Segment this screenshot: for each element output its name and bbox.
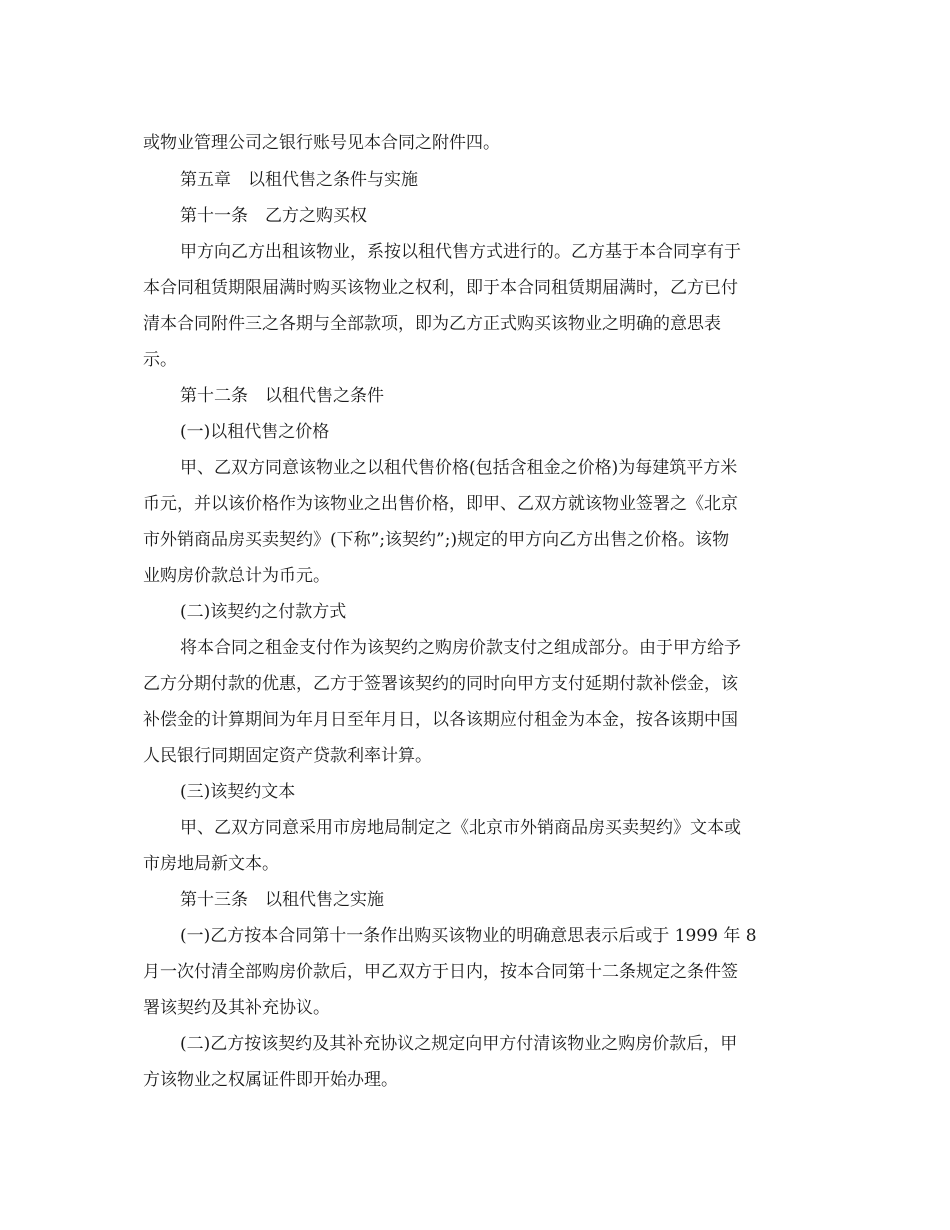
paragraph-line: 方该物业之权属证件即开始办理。	[143, 1070, 398, 1090]
chapter-heading: 第五章 以租代售之条件与实施	[180, 170, 418, 190]
paragraph-line: 甲、乙双方同意采用市房地局制定之《北京市外销商品房买卖契约》文本或	[180, 818, 741, 838]
paragraph-line: (一)乙方按本合同第十一条作出购买该物业的明确意思表示后或于 1999 年 8	[180, 926, 757, 946]
paragraph-line: 币元，并以该价格作为该物业之出售价格，即甲、乙双方就该物业签署之《北京	[143, 494, 738, 514]
paragraph-line: 市房地局新文本。	[143, 854, 279, 874]
paragraph-line: 乙方分期付款的优惠，乙方于签署该契约的同时向甲方支付延期付款补偿金，该	[143, 674, 738, 694]
paragraph-line: 本合同租赁期限届满时购买该物业之权利，即于本合同租赁期届满时，乙方已付	[143, 278, 738, 298]
section-heading: (三)该契约文本	[180, 782, 296, 802]
paragraph-line: 或物业管理公司之银行账号见本合同之附件四。	[143, 133, 500, 153]
paragraph-line: 甲方向乙方出租该物业，系按以租代售方式进行的。乙方基于本合同享有于	[180, 242, 741, 262]
paragraph-line: 甲、乙双方同意该物业之以租代售价格(包括含租金之价格)为每建筑平方米	[180, 458, 738, 478]
article-heading: 第十一条 乙方之购买权	[180, 206, 367, 226]
paragraph-line: 将本合同之租金支付作为该契约之购房价款支付之组成部分。由于甲方给予	[180, 638, 741, 658]
paragraph-line: 清本合同附件三之各期与全部款项，即为乙方正式购买该物业之明确的意思表	[143, 314, 721, 334]
paragraph-line: 补偿金的计算期间为年月日至年月日，以各该期应付租金为本金，按各该期中国	[143, 710, 738, 730]
paragraph-line: 署该契约及其补充协议。	[143, 998, 330, 1018]
article-heading: 第十三条 以租代售之实施	[180, 890, 384, 910]
paragraph-line: 示。	[143, 350, 177, 370]
paragraph-line: 市外销商品房买卖契约》(下称”;该契约”;)规定的甲方向乙方出售之价格。该物	[143, 530, 730, 550]
paragraph-line: 业购房价款总计为币元。	[143, 566, 330, 586]
paragraph-line: (二)乙方按该契约及其补充协议之规定向甲方付清该物业之购房价款后，甲	[180, 1034, 738, 1054]
section-heading: (一)以租代售之价格	[180, 422, 330, 442]
paragraph-line: 人民银行同期固定资产贷款利率计算。	[143, 746, 432, 766]
article-heading: 第十二条 以租代售之条件	[180, 386, 384, 406]
paragraph-line: 月一次付清全部购房价款后，甲乙双方于日内，按本合同第十二条规定之条件签	[143, 962, 738, 982]
section-heading: (二)该契约之付款方式	[180, 602, 347, 622]
